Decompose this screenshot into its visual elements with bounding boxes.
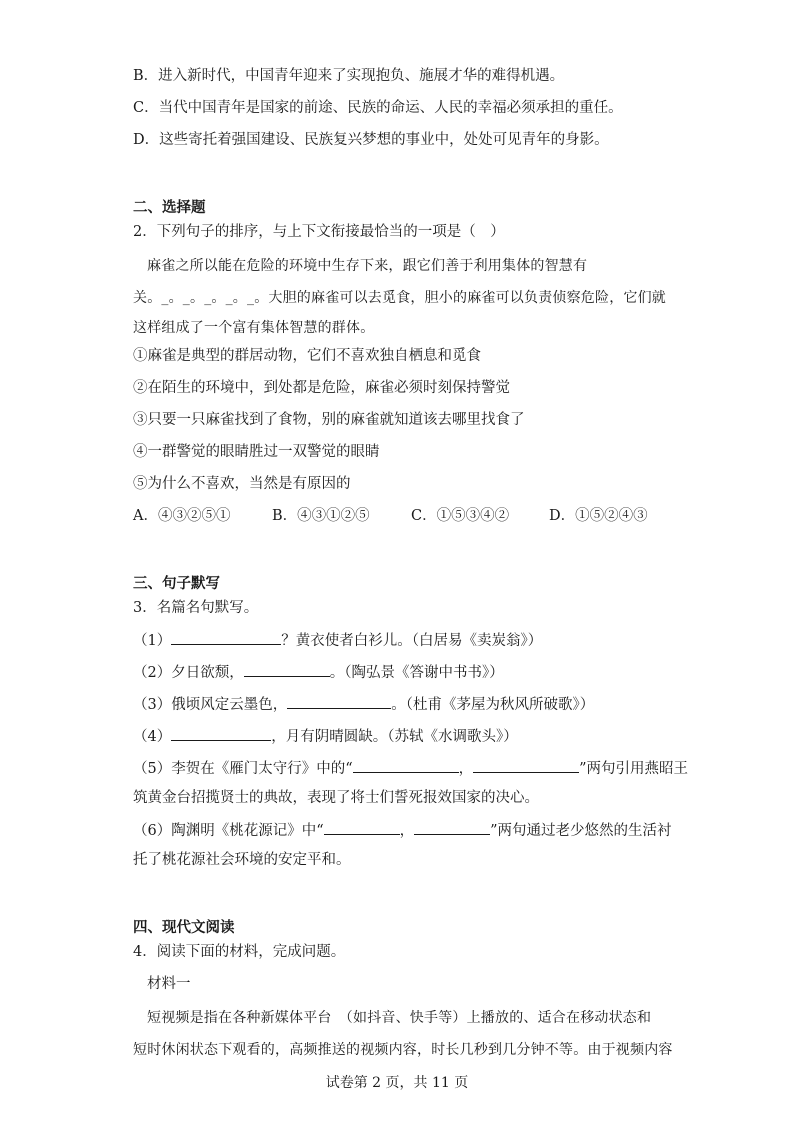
q3-item-5-sep: ，	[458, 761, 474, 777]
section3-title: 三、句子默写	[133, 575, 220, 592]
q3-item-2	[133, 662, 504, 683]
answer-blank[interactable]	[324, 820, 400, 835]
answer-blank[interactable]	[244, 662, 330, 677]
option-d: D．这些寄托着强国建设、民族复兴梦想的事业中，处处可见青年的身影。	[133, 132, 609, 148]
section4-title: 四、现代文阅读	[133, 919, 235, 936]
q2-item-4: ④一群警觉的眼睛胜过一双警觉的眼睛	[133, 444, 380, 460]
q3-item-4-num: （4）	[133, 729, 172, 745]
option-b: B．进入新时代，中国青年迎来了实现抱负、施展才华的难得机遇。	[133, 68, 565, 84]
q2-passage-line2: 关。_。_。_。_。_。大胆的麻雀可以去觅食，胆小的麻雀可以负责侦察危险，它们就	[133, 290, 666, 306]
q3-item-5-line2: 筑黄金台招揽贤士的典故，表现了将士们誓死报效国家的决心。	[133, 790, 539, 806]
q3-item-6-after: ”两句通过老少悠然的生活衬	[490, 823, 672, 839]
q3-item-1-num: （1）	[133, 633, 172, 649]
answer-blank[interactable]	[414, 820, 490, 835]
q3-item-1-text: ？黄衣使者白衫儿。（白居易《卖炭翁》）	[281, 633, 543, 649]
answer-blank[interactable]	[353, 758, 459, 773]
q2-item-3: ③只要一只麻雀找到了食物，别的麻雀就知道该去哪里找食了	[133, 412, 525, 428]
q2-item-2: ②在陌生的环境中，到处都是危险，麻雀必须时刻保持警觉	[133, 380, 510, 396]
material-label: 材料一	[147, 976, 191, 992]
q2-option-c: C．①⑤③④②	[411, 508, 510, 524]
q3-item-4-text: ，月有阴晴圆缺。（苏轼《水调歌头》）	[271, 729, 518, 745]
q3-item-3	[133, 694, 594, 715]
q3-item-6-line2: 托了桃花源社会环境的安定平和。	[133, 852, 351, 868]
q2-prompt: 2．下列句子的排序，与上下文衔接最恰当的一项是（ ）	[133, 224, 505, 240]
q3-item-5	[133, 758, 688, 779]
q2-item-1: ①麻雀是典型的群居动物，它们不喜欢独自栖息和觅食	[133, 348, 481, 364]
q3-prompt: 3．名篇名句默写。	[133, 600, 259, 616]
q2-option-a: A．④③②⑤①	[133, 508, 231, 524]
q3-item-6	[133, 820, 672, 841]
q3-item-2-before: （2）夕日欲颓，	[133, 665, 244, 681]
material-text-line2: 短时休闲状态下观看的，高频推送的视频内容，时长几秒到几分钟不等。由于视频内容	[133, 1042, 673, 1058]
section2-title: 二、选择题	[133, 199, 206, 216]
q4-prompt: 4．阅读下面的材料，完成问题。	[133, 944, 346, 960]
q3-item-6-sep: ，	[399, 823, 415, 839]
q3-item-1	[133, 630, 542, 651]
q3-item-2-after: 。（陶弘景《答谢中书书》）	[329, 665, 504, 681]
q2-option-d: D．①⑤②④③	[549, 508, 648, 524]
q2-option-b: B．④③①②⑤	[272, 508, 370, 524]
q3-item-3-after: 。（杜甫《茅屋为秋风所破歌》）	[391, 697, 595, 713]
q3-item-5-before: （5）李贺在《雁门太守行》中的“	[133, 761, 353, 777]
answer-blank[interactable]	[287, 694, 391, 709]
q3-item-6-before: （6）陶渊明《桃花源记》中“	[133, 823, 324, 839]
material-text-line1: 短视频是指在各种新媒体平台 （如抖音、快手等）上播放的、适合在移动状态和	[147, 1010, 652, 1026]
q3-item-5-after: ”两句引用燕昭王	[579, 761, 689, 777]
q3-item-3-before: （3）俄顷风定云墨色，	[133, 697, 288, 713]
q2-passage-line1: 麻雀之所以能在危险的环境中生存下来，跟它们善于利用集体的智慧有	[147, 258, 588, 274]
q3-item-4	[133, 726, 518, 747]
page-footer: 试卷第 2 页，共 11 页	[325, 1075, 469, 1091]
q2-passage-line3: 这样组成了一个富有集体智慧的群体。	[133, 320, 375, 336]
option-c: C．当代中国青年是国家的前途、民族的命运、人民的幸福必须承担的重任。	[133, 100, 623, 116]
answer-blank[interactable]	[171, 726, 271, 741]
q2-item-5: ⑤为什么不喜欢，当然是有原因的	[133, 476, 351, 492]
answer-blank[interactable]	[473, 758, 579, 773]
answer-blank[interactable]	[171, 630, 281, 645]
